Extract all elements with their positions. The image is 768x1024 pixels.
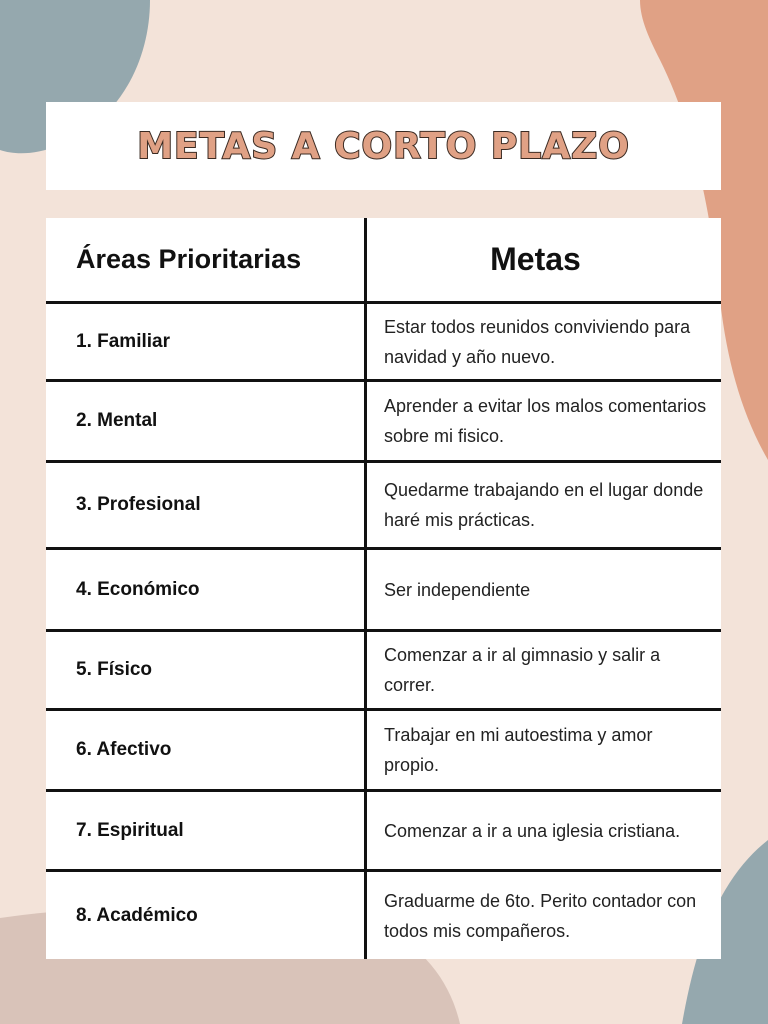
title-banner (46, 102, 721, 190)
row-area: 5. Físico (76, 659, 153, 680)
row-divider (46, 708, 721, 711)
row-goal: Estar todos reunidos conviviendo para navidad y año nuevo. (384, 316, 691, 367)
row-goal: Comenzar a ir a una iglesia cristiana. (384, 820, 681, 841)
table-row (46, 463, 721, 547)
row-area: 7. Espiritual (76, 819, 184, 841)
header-metas: Metas (490, 241, 581, 277)
row-area: 6. Afectivo (76, 739, 172, 760)
goals-table (46, 218, 721, 959)
row-area: 8. Académico (76, 904, 198, 926)
row-goal: Comenzar a ir al gimnasio y salir a correr. (384, 645, 661, 695)
row-divider (46, 789, 721, 792)
table-row (46, 872, 721, 959)
table-row (46, 711, 721, 789)
table-row (46, 382, 721, 460)
row-goal: Aprender a evitar los malos comentarios sobre mi fisico. (384, 396, 707, 446)
page-title: METAS A CORTO PLAZO (137, 125, 630, 167)
table-row (46, 632, 721, 708)
row-area: 2. Mental (76, 410, 158, 431)
header-areas: Áreas Prioritarias (76, 244, 302, 274)
row-goal: Quedarme trabajando en el lugar donde haré mis prácticas. (384, 480, 704, 530)
row-goal: Ser independiente (384, 579, 531, 600)
row-divider (46, 547, 721, 550)
row-divider (46, 460, 721, 463)
row-area: 3. Profesional (76, 494, 201, 515)
row-divider (46, 379, 721, 382)
table-row (46, 550, 721, 629)
row-goal: Trabajar en mi autoestima y amor propio. (384, 725, 653, 775)
row-goal: Graduarme de 6to. Perito contador con todos mis compañeros. (384, 890, 697, 941)
row-divider (46, 629, 721, 632)
table-header-row (46, 218, 721, 301)
row-area: 4. Económico (76, 578, 200, 600)
column-divider (364, 218, 367, 959)
row-area: 1. Familiar (76, 330, 170, 352)
table-row (46, 304, 721, 379)
table-row (46, 792, 721, 869)
header-divider (46, 301, 721, 304)
row-divider (46, 869, 721, 872)
